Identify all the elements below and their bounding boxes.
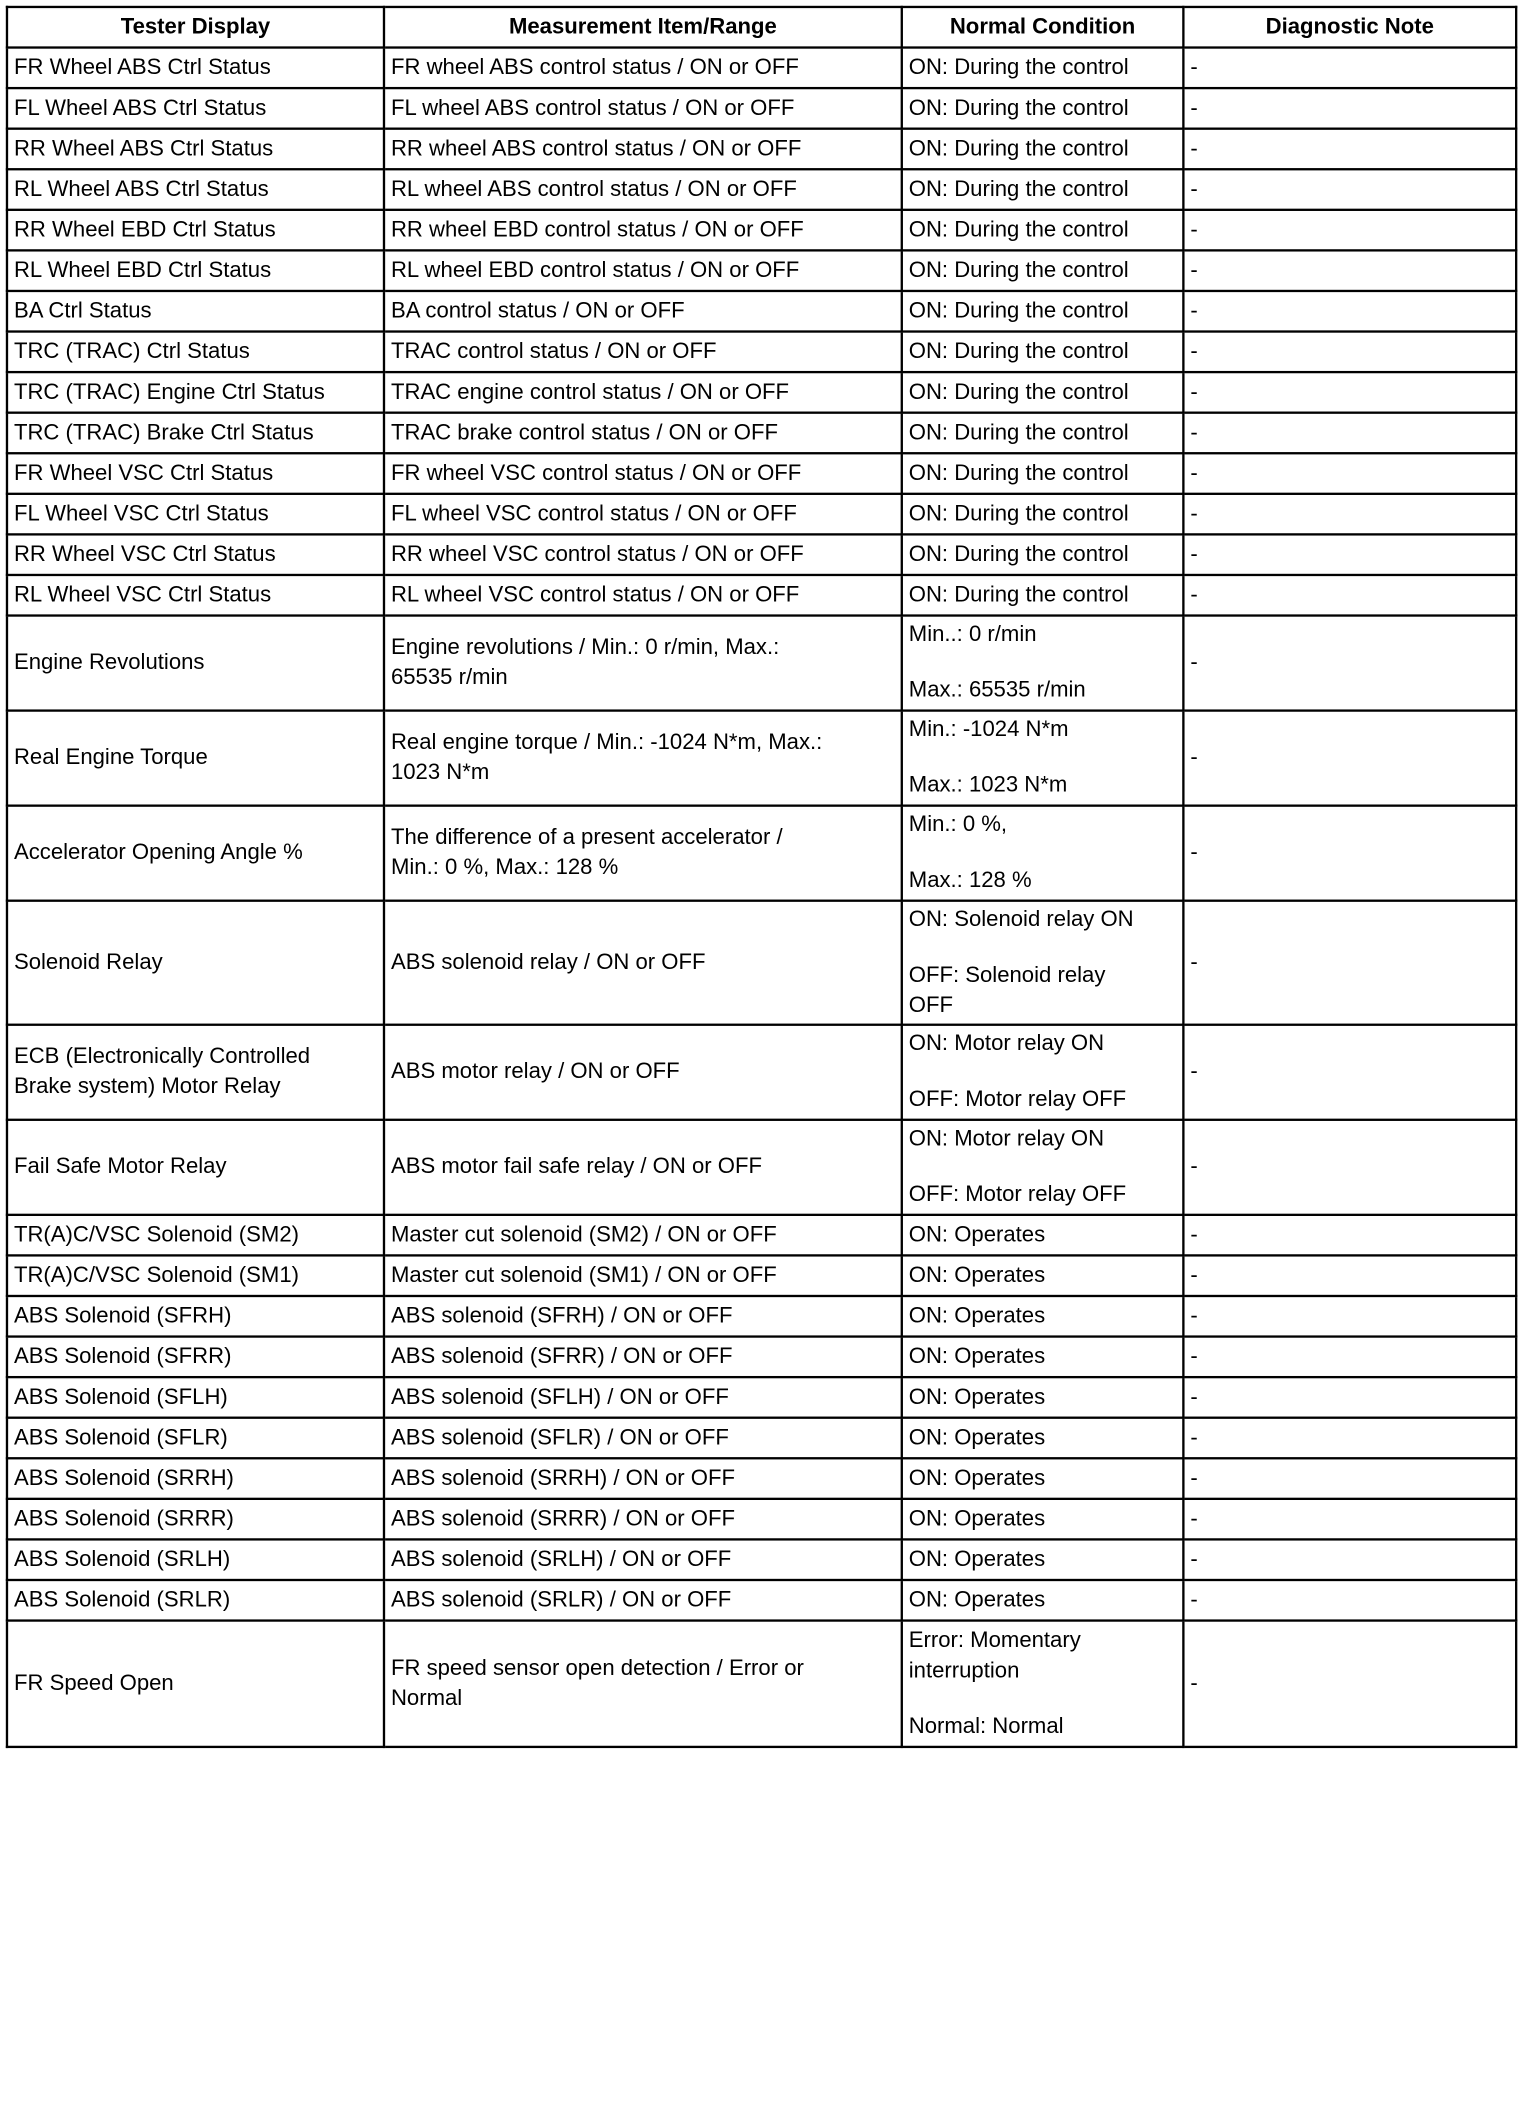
cell-measurement <box>384 616 902 711</box>
cell-diagnostic-note: - <box>1183 291 1516 332</box>
condition-line: Normal: Normal <box>908 1713 1064 1739</box>
cell-tester-display: ABS Solenoid (SRRH) <box>7 1458 384 1499</box>
cell-measurement: Master cut solenoid (SM1) / ON or OFF <box>384 1255 902 1296</box>
cell-diagnostic-note: - <box>1183 1580 1516 1621</box>
cell-measurement: RL wheel VSC control status / ON or OFF <box>384 575 902 616</box>
cell-measurement: FR wheel ABS control status / ON or OFF <box>384 48 902 89</box>
cell-measurement: ABS motor relay / ON or OFF <box>384 1025 902 1120</box>
cell-diagnostic-note: - <box>1183 616 1516 711</box>
cell-normal-condition <box>902 616 1184 711</box>
cell-tester-display: FR Speed Open <box>7 1621 384 1747</box>
condition-line: OFF: Motor relay OFF <box>908 1182 1127 1207</box>
cell-diagnostic-note: - <box>1183 1621 1516 1747</box>
cell-normal-condition: ON: During the control <box>902 88 1184 129</box>
cell-measurement: RR wheel ABS control status / ON or OFF <box>384 129 902 170</box>
cell-normal-condition: ON: During the control <box>902 494 1184 535</box>
cell-measurement: RR wheel EBD control status / ON or OFF <box>384 210 902 251</box>
cell-diagnostic-note: - <box>1183 494 1516 535</box>
cell-measurement <box>384 711 902 806</box>
measurement-line: Min.: 0 %, Max.: 128 % <box>390 855 619 880</box>
condition-line: Max.: 128 % <box>908 868 1032 893</box>
header-diagnostic-note: Diagnostic Note <box>1183 7 1516 48</box>
table-row <box>7 1539 1516 1580</box>
table-row <box>7 372 1516 413</box>
cell-diagnostic-note: - <box>1183 332 1516 373</box>
cell-normal-condition <box>902 1120 1184 1215</box>
cell-tester-display: RR Wheel ABS Ctrl Status <box>7 129 384 170</box>
cell-tester-display: Solenoid Relay <box>7 901 384 1025</box>
cell-diagnostic-note: - <box>1183 1337 1516 1378</box>
cell-normal-condition: ON: During the control <box>902 250 1184 291</box>
cell-tester-display: FL Wheel ABS Ctrl Status <box>7 88 384 129</box>
table-row-ecb-motor-relay <box>7 1025 1516 1120</box>
cell-normal-condition: ON: Operates <box>902 1337 1184 1378</box>
cell-tester-display: Accelerator Opening Angle % <box>7 806 384 901</box>
table-row-real-engine-torque <box>7 711 1516 806</box>
cell-tester-display: TRC (TRAC) Ctrl Status <box>7 332 384 373</box>
condition-line: OFF: Solenoid relay <box>908 962 1106 988</box>
cell-diagnostic-note: - <box>1183 1458 1516 1499</box>
cell-normal-condition: ON: During the control <box>902 332 1184 373</box>
cell-measurement: ABS solenoid (SRRH) / ON or OFF <box>384 1458 902 1499</box>
cell-tester-display: ABS Solenoid (SRLH) <box>7 1539 384 1580</box>
cell-diagnostic-note: - <box>1183 129 1516 170</box>
cell-diagnostic-note: - <box>1183 88 1516 129</box>
cell-diagnostic-note: - <box>1183 1296 1516 1337</box>
cell-measurement: ABS solenoid (SFRH) / ON or OFF <box>384 1296 902 1337</box>
cell-measurement: ABS motor fail safe relay / ON or OFF <box>384 1120 902 1215</box>
measurement-line: The difference of a present accelerator / <box>390 825 783 850</box>
table-row <box>7 1418 1516 1459</box>
cell-diagnostic-note: - <box>1183 1120 1516 1215</box>
table-row <box>7 413 1516 454</box>
condition-line: Min.: 0 %, <box>908 812 1008 837</box>
cell-measurement: RR wheel VSC control status / ON or OFF <box>384 534 902 575</box>
cell-normal-condition: ON: During the control <box>902 291 1184 332</box>
cell-normal-condition: ON: During the control <box>902 534 1184 575</box>
table-row-solenoid-relay <box>7 901 1516 1025</box>
condition-line: OFF: Motor relay OFF <box>908 1087 1127 1112</box>
cell-measurement: RL wheel ABS control status / ON or OFF <box>384 169 902 210</box>
cell-tester-display: Engine Revolutions <box>7 616 384 711</box>
table-row <box>7 169 1516 210</box>
cell-normal-condition: ON: Operates <box>902 1499 1184 1540</box>
table-row <box>7 332 1516 373</box>
cell-normal-condition: ON: During the control <box>902 453 1184 494</box>
condition-line: Error: Momentary <box>908 1628 1081 1653</box>
cell-diagnostic-note: - <box>1183 210 1516 251</box>
cell-tester-display: TR(A)C/VSC Solenoid (SM2) <box>7 1215 384 1256</box>
cell-measurement: TRAC brake control status / ON or OFF <box>384 413 902 454</box>
cell-tester-display: RL Wheel ABS Ctrl Status <box>7 169 384 210</box>
table-row <box>7 48 1516 89</box>
cell-tester-display: ABS Solenoid (SRRR) <box>7 1499 384 1540</box>
table-row <box>7 210 1516 251</box>
cell-diagnostic-note: - <box>1183 806 1516 901</box>
cell-diagnostic-note: - <box>1183 1377 1516 1418</box>
data-list-table <box>6 6 1518 1748</box>
header-tester-display: Tester Display <box>7 7 384 48</box>
table-row <box>7 1499 1516 1540</box>
cell-measurement: ABS solenoid (SRLR) / ON or OFF <box>384 1580 902 1621</box>
cell-tester-display: RL Wheel VSC Ctrl Status <box>7 575 384 616</box>
cell-measurement: ABS solenoid (SRLH) / ON or OFF <box>384 1539 902 1580</box>
cell-diagnostic-note: - <box>1183 250 1516 291</box>
header-measurement: Measurement Item/Range <box>384 7 902 48</box>
table-header-row <box>7 7 1516 48</box>
table-row <box>7 1255 1516 1296</box>
cell-diagnostic-note: - <box>1183 1418 1516 1459</box>
cell-normal-condition: ON: Operates <box>902 1215 1184 1256</box>
cell-diagnostic-note: - <box>1183 413 1516 454</box>
table-row <box>7 1458 1516 1499</box>
cell-measurement: ABS solenoid relay / ON or OFF <box>384 901 902 1025</box>
cell-normal-condition: ON: Operates <box>902 1418 1184 1459</box>
table-row <box>7 291 1516 332</box>
condition-line: ON: Motor relay ON <box>908 1031 1105 1057</box>
cell-normal-condition: ON: Operates <box>902 1296 1184 1337</box>
condition-line: Max.: 65535 r/min <box>908 678 1086 703</box>
cell-measurement: FL wheel VSC control status / ON or OFF <box>384 494 902 535</box>
cell-diagnostic-note: - <box>1183 711 1516 806</box>
measurement-line: 1023 N*m <box>390 760 490 785</box>
measurement-line: FR speed sensor open detection / Error or <box>390 1655 804 1681</box>
cell-diagnostic-note: - <box>1183 1255 1516 1296</box>
cell-normal-condition: ON: Operates <box>902 1255 1184 1296</box>
cell-diagnostic-note: - <box>1183 534 1516 575</box>
cell-measurement: ABS solenoid (SFLR) / ON or OFF <box>384 1418 902 1459</box>
cell-normal-condition: ON: During the control <box>902 413 1184 454</box>
cell-tester-display: TR(A)C/VSC Solenoid (SM1) <box>7 1255 384 1296</box>
cell-normal-condition: ON: During the control <box>902 48 1184 89</box>
condition-line: Min..: 0 r/min <box>908 622 1037 647</box>
cell-normal-condition: ON: During the control <box>902 575 1184 616</box>
cell-normal-condition: ON: During the control <box>902 372 1184 413</box>
cell-measurement <box>384 1621 902 1747</box>
condition-line: ON: Motor relay ON <box>908 1126 1105 1152</box>
cell-measurement: BA control status / ON or OFF <box>384 291 902 332</box>
cell-diagnostic-note: - <box>1183 575 1516 616</box>
cell-tester-display: ABS Solenoid (SFRH) <box>7 1296 384 1337</box>
table-row-accelerator-opening <box>7 806 1516 901</box>
header-normal-condition: Normal Condition <box>902 7 1184 48</box>
cell-normal-condition: ON: During the control <box>902 210 1184 251</box>
cell-normal-condition: ON: Operates <box>902 1458 1184 1499</box>
cell-measurement: TRAC engine control status / ON or OFF <box>384 372 902 413</box>
table-row <box>7 129 1516 170</box>
cell-normal-condition: ON: During the control <box>902 169 1184 210</box>
cell-tester-display: FR Wheel ABS Ctrl Status <box>7 48 384 89</box>
table-row <box>7 1377 1516 1418</box>
cell-diagnostic-note: - <box>1183 1539 1516 1580</box>
table-row <box>7 1215 1516 1256</box>
cell-diagnostic-note: - <box>1183 48 1516 89</box>
cell-measurement <box>384 806 902 901</box>
condition-line: OFF <box>908 992 953 1018</box>
table-row <box>7 88 1516 129</box>
table-row <box>7 575 1516 616</box>
cell-diagnostic-note: - <box>1183 453 1516 494</box>
cell-tester-display: RR Wheel VSC Ctrl Status <box>7 534 384 575</box>
cell-normal-condition <box>902 711 1184 806</box>
cell-measurement: ABS solenoid (SRRR) / ON or OFF <box>384 1499 902 1540</box>
cell-normal-condition: ON: During the control <box>902 129 1184 170</box>
cell-measurement: RL wheel EBD control status / ON or OFF <box>384 250 902 291</box>
cell-measurement: TRAC control status / ON or OFF <box>384 332 902 373</box>
measurement-line: 65535 r/min <box>390 665 508 690</box>
condition-line: Min.: -1024 N*m <box>908 717 1069 742</box>
measurement-line: Real engine torque / Min.: -1024 N*m, Max.: <box>390 730 823 755</box>
cell-diagnostic-note: - <box>1183 372 1516 413</box>
cell-diagnostic-note: - <box>1183 1025 1516 1120</box>
display-line: ECB (Electronically Controlled <box>13 1044 311 1069</box>
cell-tester-display: BA Ctrl Status <box>7 291 384 332</box>
cell-tester-display: FR Wheel VSC Ctrl Status <box>7 453 384 494</box>
table-row <box>7 250 1516 291</box>
cell-measurement: FL wheel ABS control status / ON or OFF <box>384 88 902 129</box>
table-row <box>7 534 1516 575</box>
condition-line: Max.: 1023 N*m <box>908 773 1068 798</box>
cell-normal-condition <box>902 901 1184 1025</box>
cell-tester-display: TRC (TRAC) Brake Ctrl Status <box>7 413 384 454</box>
table-row <box>7 1337 1516 1378</box>
cell-normal-condition: ON: Operates <box>902 1377 1184 1418</box>
cell-normal-condition <box>902 1621 1184 1747</box>
cell-normal-condition <box>902 1025 1184 1120</box>
cell-tester-display: TRC (TRAC) Engine Ctrl Status <box>7 372 384 413</box>
measurement-line: Engine revolutions / Min.: 0 r/min, Max.: <box>390 635 780 660</box>
condition-line: ON: Solenoid relay ON <box>908 907 1134 932</box>
cell-measurement: ABS solenoid (SFRR) / ON or OFF <box>384 1337 902 1378</box>
table-row <box>7 494 1516 535</box>
cell-tester-display: FL Wheel VSC Ctrl Status <box>7 494 384 535</box>
table-row-engine-revolutions <box>7 616 1516 711</box>
cell-tester-display: Fail Safe Motor Relay <box>7 1120 384 1215</box>
table-row-fail-safe-motor-relay <box>7 1120 1516 1215</box>
cell-diagnostic-note: - <box>1183 1215 1516 1256</box>
cell-tester-display: RL Wheel EBD Ctrl Status <box>7 250 384 291</box>
condition-line: interruption <box>908 1658 1020 1683</box>
measurement-line: Normal <box>390 1686 463 1711</box>
table-row <box>7 1296 1516 1337</box>
table-row <box>7 453 1516 494</box>
cell-tester-display: ABS Solenoid (SFLH) <box>7 1377 384 1418</box>
display-line: Brake system) Motor Relay <box>13 1074 281 1099</box>
table-row-fr-speed-open <box>7 1621 1516 1747</box>
cell-tester-display: ABS Solenoid (SFLR) <box>7 1418 384 1459</box>
cell-diagnostic-note: - <box>1183 169 1516 210</box>
cell-diagnostic-note: - <box>1183 1499 1516 1540</box>
cell-tester-display: Real Engine Torque <box>7 711 384 806</box>
cell-measurement: ABS solenoid (SFLH) / ON or OFF <box>384 1377 902 1418</box>
cell-measurement: FR wheel VSC control status / ON or OFF <box>384 453 902 494</box>
cell-normal-condition: ON: Operates <box>902 1580 1184 1621</box>
cell-measurement: Master cut solenoid (SM2) / ON or OFF <box>384 1215 902 1256</box>
cell-diagnostic-note: - <box>1183 901 1516 1025</box>
cell-tester-display: RR Wheel EBD Ctrl Status <box>7 210 384 251</box>
cell-tester-display: ABS Solenoid (SRLR) <box>7 1580 384 1621</box>
cell-normal-condition: ON: Operates <box>902 1539 1184 1580</box>
cell-normal-condition <box>902 806 1184 901</box>
cell-tester-display <box>7 1025 384 1120</box>
cell-tester-display: ABS Solenoid (SFRR) <box>7 1337 384 1378</box>
table-row <box>7 1580 1516 1621</box>
